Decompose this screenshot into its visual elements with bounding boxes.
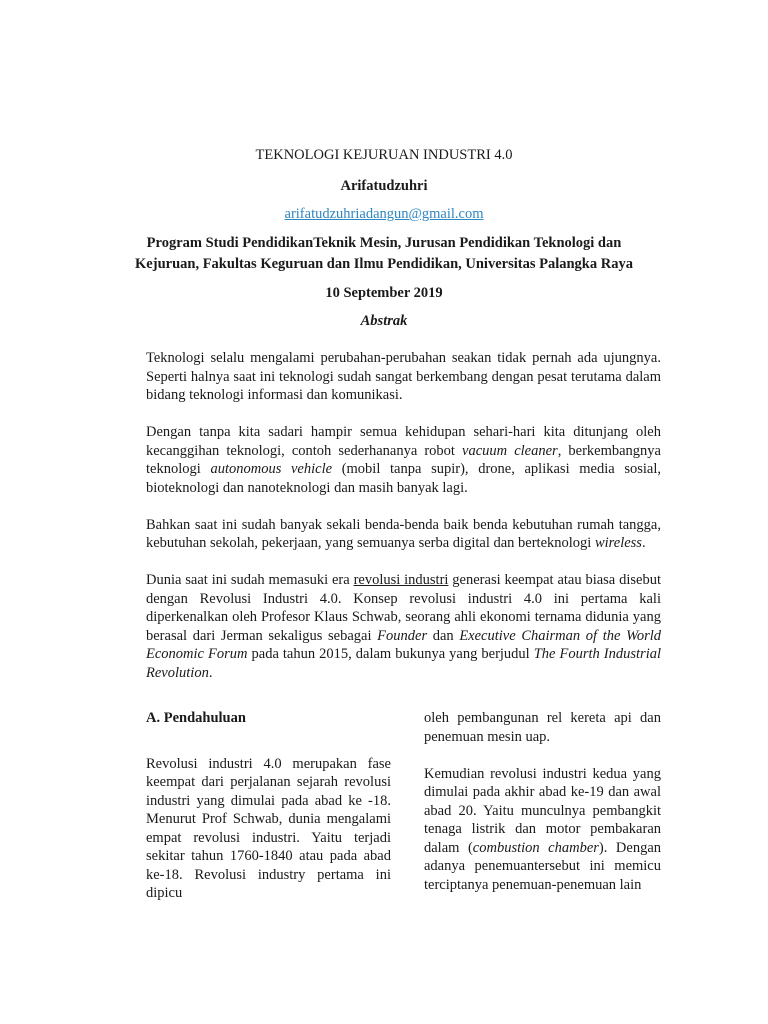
section-heading-pendahuluan: A. Pendahuluan (146, 710, 246, 726)
abstract-paragraph-2 (146, 423, 661, 497)
affiliation (130, 233, 638, 275)
author-name: Arifatudzuhri (340, 178, 428, 194)
right-column-paragraph-1 (424, 709, 661, 746)
affiliation-line-2: Kejuruan, Fakultas Keguruan dan Ilmu Pendidikan, Universitas Palangka Raya (135, 256, 633, 272)
abstract-p2-text-c: , berkembangnya teknologi (146, 442, 661, 477)
abstract-p2-text-e: (mobil tanpa supir), drone, aplikasi media sosial, bioteknologi dan nanoteknologi dan masih banyak lagi. (146, 461, 661, 496)
abstract-p4-text-c: generasi keempat atau biasa disebut dengan Revolusi Industri 4.0. Konsep revolusi industri 4.0 ini pertama kali diperkenalkan oleh Profesor Klaus Schwab, seorang ahli ekonomi ternama didunia yang berasal dari Jerman sekaligus sebagai (146, 572, 661, 644)
right-p1-text: oleh pembangunan rel kereta api dan penemuan mesin uap. (424, 710, 661, 745)
abstract-p4-term-founder: Founder (377, 627, 428, 644)
right-p2-text-a: Kemudian revolusi industri kedua yang dimulai pada akhir abad ke-19 dan awal abad 20. Yaitu munculnya pembangkit tenaga listrik dan motor pembakaran dalam ( (424, 765, 661, 856)
abstract-p4-term-book: The Fourth Industrial Revolution (146, 646, 662, 681)
abstract-p2-text-a: Dengan tanpa kita sadari hampir semua kehidupan sehari-hari kita ditunjang oleh kecanggihan teknologi, contoh sederhananya robot (146, 424, 661, 459)
abstract-body (146, 349, 661, 701)
abstract-p4-link-revolusi[interactable]: revolusi industri (353, 572, 449, 588)
abstract-paragraph-1 (146, 349, 661, 405)
author-email-link[interactable]: arifatudzuhriadangun@gmail.com (284, 206, 484, 222)
right-p2-text-c: ). Dengan adanya penemuantersebut ini memicu terciptanya penemuan-penemuan lain (424, 839, 661, 893)
abstract-heading: Abstrak (360, 313, 408, 329)
abstract-paragraph-4 (146, 571, 661, 682)
body-column-left (146, 709, 391, 921)
abstract-p3-text-a: Bahkan saat ini sudah banyak sekali benda-benda baik benda kebutuhan rumah tangga, kebutuhan sekolah, pekerjaan, yang semuanya serba digital dan berteknologi (146, 516, 661, 551)
abstract-p4-text-g: pada tahun 2015, dalam bukunya yang berjudul (247, 646, 534, 662)
paper-title: TEKNOLOGI KEJURUAN INDUSTRI 4.0 (255, 147, 513, 163)
abstract-p4-text-i: . (208, 664, 213, 681)
author-email-container (0, 206, 768, 223)
affiliation-line-1: Program Studi PendidikanTeknik Mesin, Jurusan Pendidikan Teknologi dan (146, 235, 622, 251)
abstract-p3-term-wireless: wireless (594, 535, 642, 551)
paper-date: 10 September 2019 (325, 285, 443, 301)
left-column-paragraph-1 (146, 755, 391, 903)
abstract-p4-term-chairman: Executive Chairman of the World Economic Forum (146, 627, 661, 662)
abstract-p1-text: Teknologi selalu mengalami perubahan-perubahan seakan tidak pernah ada ujungnya. Seperti halnya saat ini teknologi sudah sangat berkembang dengan pesat terutama dalam bidang teknologi informasi dan komunikasi. (146, 350, 661, 403)
abstract-paragraph-3 (146, 516, 661, 553)
left-p1-text: Revolusi industri 4.0 merupakan fase keempat dari perjalanan sejarah revolusi industri yang dimulai pada abad ke -18. Menurut Prof Schwab, dunia mengalami empat revolusi industri. Yaitu terjadi sekitar tahun 1760-1840 atau pada abad ke-18. Revolusi industry pertama ini dipicu (146, 755, 391, 901)
abstract-p4-text-a: Dunia saat ini sudah memasuki era (146, 572, 354, 588)
abstract-p3-text-c: . (641, 535, 646, 551)
right-column-paragraph-2 (424, 765, 661, 895)
abstract-p2-term-vacuum: vacuum cleaner (462, 442, 558, 459)
abstract-p2-term-autonomous: autonomous vehicle (210, 461, 333, 477)
right-p2-term-combustion: combustion chamber (472, 839, 599, 856)
body-column-right (424, 709, 661, 913)
abstract-p4-text-e: dan (427, 627, 460, 644)
